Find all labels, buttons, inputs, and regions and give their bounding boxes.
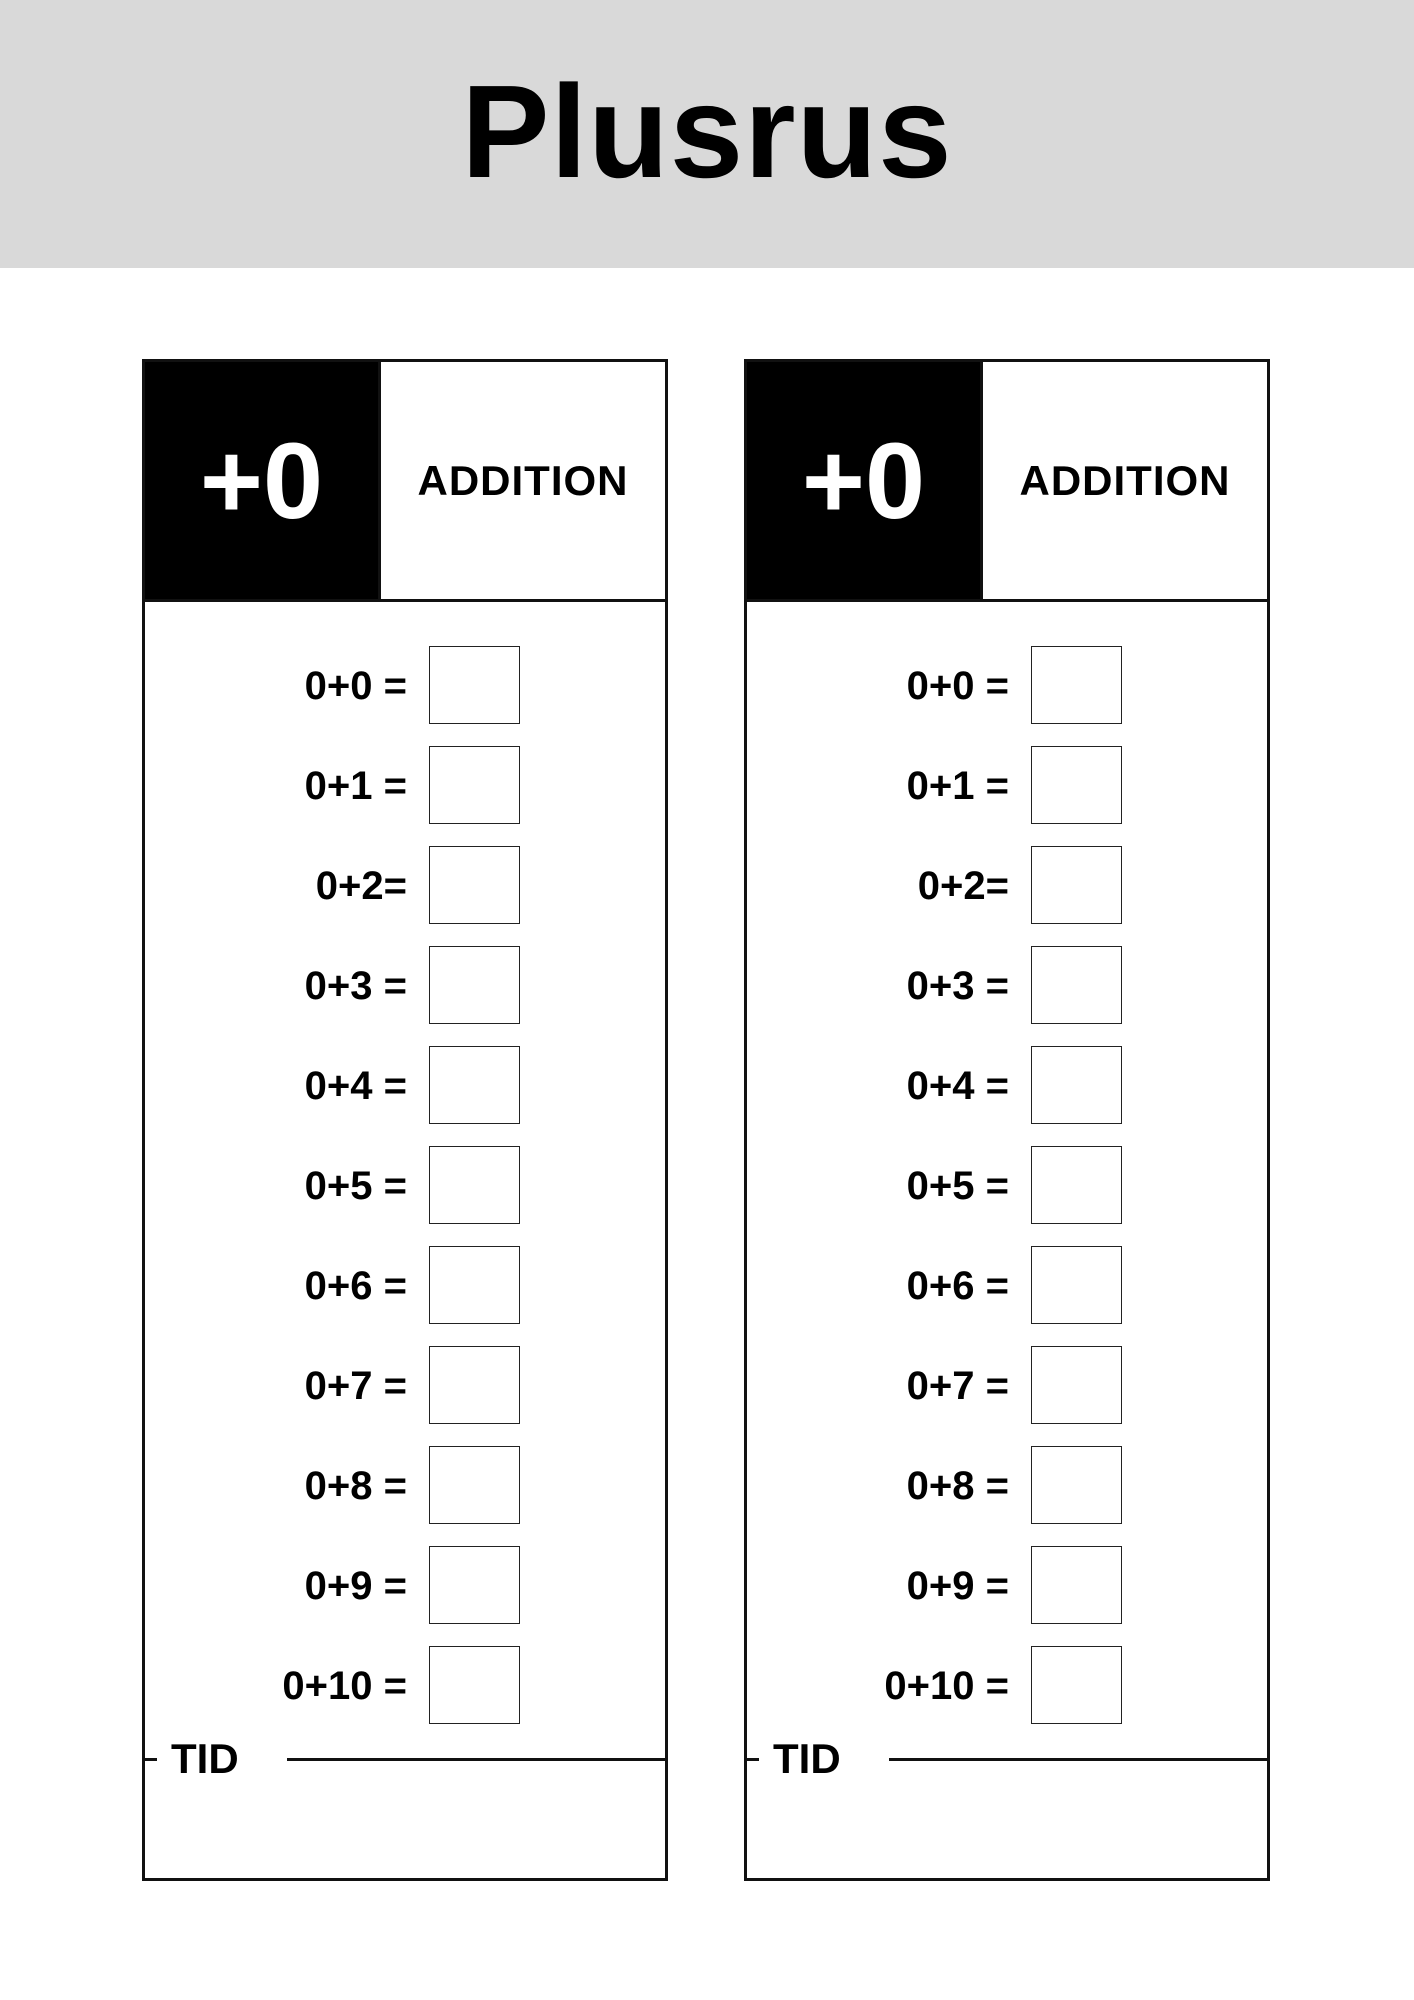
answer-box[interactable]: [429, 646, 520, 724]
problem-row: [145, 1646, 665, 1726]
problem-equation: 0+9 =: [906, 1563, 1009, 1608]
problem-row: [145, 1446, 665, 1526]
answer-box[interactable]: [429, 1646, 520, 1724]
problem-row: [747, 1046, 1267, 1126]
header-banner: [0, 0, 1414, 268]
problem-row: [747, 746, 1267, 826]
problem-row: [747, 646, 1267, 726]
time-field: [145, 1734, 665, 1784]
problem-row: [747, 1246, 1267, 1326]
answer-box[interactable]: [1031, 646, 1122, 724]
problem-row: [145, 1146, 665, 1226]
worksheet-card-left: [142, 359, 668, 1881]
answer-box[interactable]: [1031, 1246, 1122, 1324]
problem-equation: 0+8 =: [906, 1463, 1009, 1508]
problem-row: [145, 1346, 665, 1426]
problem-row: [145, 846, 665, 926]
card-label: ADDITION: [417, 456, 629, 504]
card-header: [747, 362, 1267, 602]
time-answer-line[interactable]: [889, 1758, 1267, 1761]
answer-box[interactable]: [429, 746, 520, 824]
problem-equation: 0+4 =: [304, 1063, 407, 1108]
problem-row: [747, 846, 1267, 926]
answer-box[interactable]: [1031, 846, 1122, 924]
problem-equation: 0+1 =: [906, 763, 1009, 808]
answer-box[interactable]: [1031, 746, 1122, 824]
answer-box[interactable]: [1031, 1546, 1122, 1624]
answer-box[interactable]: [1031, 1146, 1122, 1224]
problem-equation: 0+0 =: [906, 663, 1009, 708]
problem-row: [747, 1146, 1267, 1226]
page-title: Plusrus: [461, 57, 953, 205]
problem-row: [145, 746, 665, 826]
answer-box[interactable]: [1031, 1646, 1122, 1724]
answer-box[interactable]: [429, 1046, 520, 1124]
time-answer-line[interactable]: [287, 1758, 665, 1761]
time-field: [747, 1734, 1267, 1784]
worksheet-card-right: [744, 359, 1270, 1881]
answer-box[interactable]: [429, 1146, 520, 1224]
card-label: ADDITION: [1019, 456, 1231, 504]
answer-box[interactable]: [429, 1446, 520, 1524]
problem-equation: 0+2=: [315, 863, 407, 908]
problem-equation: 0+9 =: [304, 1563, 407, 1608]
problem-equation: 0+1 =: [304, 763, 407, 808]
answer-box[interactable]: [1031, 1446, 1122, 1524]
problem-equation: 0+4 =: [906, 1063, 1009, 1108]
answer-box[interactable]: [429, 1346, 520, 1424]
problem-equation: 0+7 =: [906, 1363, 1009, 1408]
problem-equation: 0+7 =: [304, 1363, 407, 1408]
problem-equation: 0+5 =: [906, 1163, 1009, 1208]
problem-row: [145, 1246, 665, 1326]
problem-equation: 0+6 =: [906, 1263, 1009, 1308]
time-label: TID: [171, 1735, 239, 1782]
answer-box[interactable]: [429, 946, 520, 1024]
problem-row: [747, 1446, 1267, 1526]
time-tick: [145, 1758, 157, 1761]
answer-box[interactable]: [429, 846, 520, 924]
problem-equation: 0+6 =: [304, 1263, 407, 1308]
card-badge: +0: [747, 362, 983, 599]
answer-box[interactable]: [429, 1246, 520, 1324]
card-badge: +0: [145, 362, 381, 599]
problem-equation: 0+8 =: [304, 1463, 407, 1508]
problem-equation: 0+10 =: [884, 1663, 1009, 1708]
problem-row: [747, 1646, 1267, 1726]
answer-box[interactable]: [429, 1546, 520, 1624]
card-header: [145, 362, 665, 602]
answer-box[interactable]: [1031, 1346, 1122, 1424]
problem-row: [145, 946, 665, 1026]
problem-row: [747, 1346, 1267, 1426]
problem-equation: 0+3 =: [304, 963, 407, 1008]
answer-box[interactable]: [1031, 1046, 1122, 1124]
problem-row: [145, 1546, 665, 1626]
problem-equation: 0+2=: [917, 863, 1009, 908]
problem-row: [747, 1546, 1267, 1626]
answer-box[interactable]: [1031, 946, 1122, 1024]
time-label: TID: [773, 1735, 841, 1782]
problem-equation: 0+10 =: [282, 1663, 407, 1708]
time-tick: [747, 1758, 759, 1761]
problem-row: [145, 646, 665, 726]
problem-row: [145, 1046, 665, 1126]
problem-equation: 0+3 =: [906, 963, 1009, 1008]
problem-equation: 0+5 =: [304, 1163, 407, 1208]
problem-row: [747, 946, 1267, 1026]
problem-equation: 0+0 =: [304, 663, 407, 708]
